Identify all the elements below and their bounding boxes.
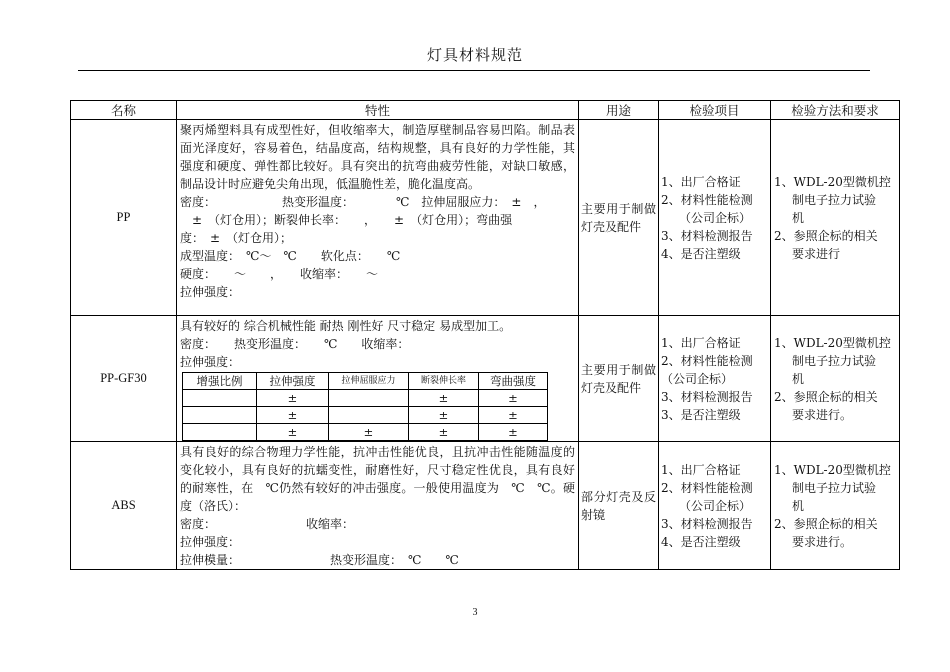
material-name: PP-GF30 <box>71 316 177 442</box>
inspection-item: 3、是否注塑级 <box>661 407 741 422</box>
method-line: 机 <box>792 371 805 386</box>
inspection-item: 2、材料性能检测 <box>661 192 753 207</box>
header-divider <box>78 70 870 71</box>
method-line: 2、参照企标的相关 <box>774 516 878 531</box>
header-usage: 用途 <box>579 101 659 120</box>
header-name: 名称 <box>71 101 177 120</box>
properties-line: 密度： 收缩率： <box>180 517 355 531</box>
subtable-row <box>183 407 548 424</box>
subtable-cell: ± <box>479 390 548 407</box>
table-row-pp <box>71 120 900 316</box>
subtable-cell <box>183 407 257 424</box>
properties-line: 拉伸强度： <box>180 535 241 549</box>
properties-paragraph: 具有良好的综合物理力学性能，抗冲击性能优良，且抗冲击性能随温度的变化较小，具有良好的抗蠕变性，耐磨性好，尺寸稳定性优良，具有良好的耐寒性，在 ℃仍然有较好的冲击强度。一般使用温度为 ℃ ℃。硬度（洛氏）： <box>180 445 575 513</box>
material-spec-table <box>70 100 900 570</box>
method-line: 1、WDL-20型微机控 <box>774 174 891 189</box>
properties-line: 密度： 热变形温度： ℃ 收缩率： <box>180 337 410 351</box>
header-properties: 特性 <box>177 101 579 120</box>
subtable-cell: ± <box>409 390 479 407</box>
material-usage: 部分灯壳及反射镜 <box>579 442 659 570</box>
subtable-header: 增强比例 <box>183 373 257 390</box>
properties-line: 硬度： ～ ， 收缩率： ～ <box>180 267 379 281</box>
inspection-item: （公司企标） <box>679 210 752 225</box>
inspection-method <box>771 442 900 570</box>
subtable-cell <box>329 390 409 407</box>
subtable-header-row <box>183 373 548 390</box>
properties-line: ± （灯仓用）；断裂伸长率： ， ± （灯仓用）；弯曲强 <box>180 213 513 227</box>
table-row-pp-gf30 <box>71 316 900 442</box>
method-line: 要求进行。 <box>792 534 853 549</box>
method-line: 要求进行。 <box>792 407 853 422</box>
reinforcement-subtable <box>182 372 548 441</box>
material-usage: 主要用于制做灯壳及配件 <box>579 316 659 442</box>
inspection-item: 1、出厂合格证 <box>661 335 741 350</box>
material-name: PP <box>71 120 177 316</box>
inspection-item: 3、材料检测报告 <box>661 389 753 404</box>
subtable-cell: ± <box>329 424 409 441</box>
properties-line: 拉伸强度： <box>180 355 241 369</box>
subtable-cell <box>183 390 257 407</box>
subtable-cell: ± <box>409 424 479 441</box>
inspection-method <box>771 120 900 316</box>
material-properties <box>177 316 579 442</box>
inspection-item: 4、是否注塑级 <box>661 246 741 261</box>
method-line: 机 <box>792 498 805 513</box>
subtable-header: 拉伸强度 <box>257 373 329 390</box>
subtable-cell: ± <box>257 390 329 407</box>
method-line: 1、WDL-20型微机控 <box>774 462 891 477</box>
material-properties <box>177 442 579 570</box>
properties-line: 具有较好的 综合机械性能 耐热 刚性好 尺寸稳定 易成型加工。 <box>180 319 512 333</box>
subtable-cell: ± <box>409 407 479 424</box>
inspection-item: 2、材料性能检测 <box>661 353 753 368</box>
subtable-cell: ± <box>479 424 548 441</box>
header-method: 检验方法和要求 <box>771 101 900 120</box>
inspection-items <box>659 120 771 316</box>
method-line: 要求进行 <box>792 246 841 261</box>
material-name: ABS <box>71 442 177 570</box>
subtable-cell <box>329 407 409 424</box>
method-line: 制电子拉力试验 <box>792 353 877 368</box>
subtable-cell: ± <box>479 407 548 424</box>
subtable-cell <box>183 424 257 441</box>
inspection-item: （公司企标） <box>679 498 752 513</box>
page-title: 灯具材料规范 <box>426 46 523 64</box>
subtable-row <box>183 390 548 407</box>
properties-line: 拉伸强度： <box>180 285 241 299</box>
inspection-item: 2、材料性能检测 <box>661 480 753 495</box>
inspection-item: 4、是否注塑级 <box>661 534 741 549</box>
subtable-header: 拉伸屈服应力 <box>329 373 409 390</box>
page-number: 3 <box>472 607 478 618</box>
method-line: 机 <box>792 210 805 225</box>
inspection-items <box>659 316 771 442</box>
inspection-item: 3、材料检测报告 <box>661 228 753 243</box>
inspection-item: （公司企标） <box>661 371 734 386</box>
properties-paragraph: 聚丙烯塑料具有成型性好，但收缩率大，制造厚壁制品容易凹陷。制品表面光泽度好，容易着色，结晶度高，结构规整，具有良好的力学性能，其强度和硬度、弹性都比较好。具有突出的抗弯曲疲劳性能，对缺口敏感，制品设计时应避免尖角出现，低温脆性差，脆化温度高。 <box>180 123 575 191</box>
properties-line: 密度： 热变形温度： ℃ 拉伸屈服应力： ± ， <box>180 195 546 209</box>
material-usage: 主要用于制做灯壳及配件 <box>579 120 659 316</box>
inspection-items <box>659 442 771 570</box>
table-header-row <box>71 101 900 120</box>
subtable-cell: ± <box>257 407 329 424</box>
table-row-abs <box>71 442 900 570</box>
method-line: 制电子拉力试验 <box>792 192 877 207</box>
header-inspection: 检验项目 <box>659 101 771 120</box>
material-properties <box>177 120 579 316</box>
properties-line: 成型温度： ℃～ ℃ 软化点： ℃ <box>180 249 401 263</box>
subtable-header: 弯曲强度 <box>479 373 548 390</box>
inspection-item: 1、出厂合格证 <box>661 174 741 189</box>
method-line: 2、参照企标的相关 <box>774 228 878 243</box>
inspection-method <box>771 316 900 442</box>
properties-line: 度： ± （灯仓用）； <box>180 231 293 245</box>
subtable-row <box>183 424 548 441</box>
properties-line: 拉伸模量： 热变形温度： ℃ ℃ <box>180 553 459 567</box>
method-line: 2、参照企标的相关 <box>774 389 878 404</box>
subtable-cell: ± <box>257 424 329 441</box>
inspection-item: 3、材料检测报告 <box>661 516 753 531</box>
method-line: 1、WDL-20型微机控 <box>774 335 891 350</box>
method-line: 制电子拉力试验 <box>792 480 877 495</box>
subtable-header: 断裂伸长率 <box>409 373 479 390</box>
inspection-item: 1、出厂合格证 <box>661 462 741 477</box>
